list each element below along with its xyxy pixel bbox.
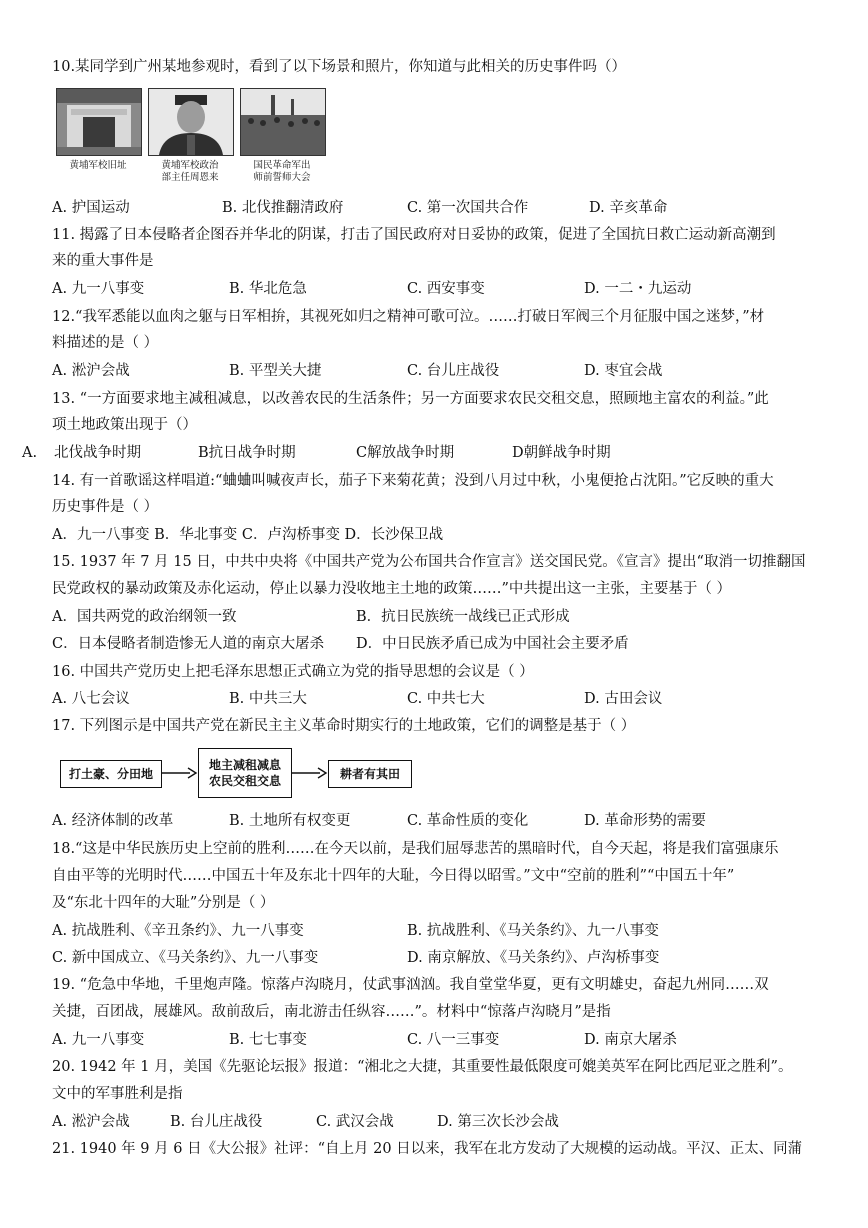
option-d[interactable]: D. 一二・九运动 (584, 281, 692, 297)
option-b[interactable]: B. 中共三大 (229, 691, 307, 707)
option-c[interactable]: C解放战争时期 (356, 445, 455, 461)
q19-options (52, 1031, 822, 1049)
option-d[interactable]: D. 革命形势的需要 (584, 813, 706, 829)
q13-options (22, 444, 822, 462)
q15-options-row2 (52, 635, 822, 653)
q18-options-row1 (52, 922, 822, 940)
policy-box-1: 打土豪、分田地 (60, 760, 162, 788)
option-a[interactable]: A. 护国运动 (52, 200, 130, 216)
option-a-marker: A. (22, 445, 38, 461)
q15-stem-line2: 民党政权的暴动政策及赤化运动，停止以暴力没收地主土地的政策……”中共提出这一主张，主要基于（ ） (52, 581, 732, 597)
q21-stem-line1: 21. 1940 年 9 月 6 日《大公报》社评：“自上月 20 日以来，我军在北方发动了大规模的运动战。平汉、正太、同蒲 (52, 1141, 803, 1157)
q20-options (52, 1113, 822, 1131)
q18-stem-line3: 及“东北十四年的大耻”分别是（ ） (52, 895, 275, 911)
option-c[interactable]: C. 武汉会战 (316, 1114, 394, 1130)
option-a[interactable]: A．国共两党的政治纲领一致 (52, 609, 237, 625)
policy-box-3: 耕者有其田 (328, 760, 412, 788)
option-c[interactable]: C. 台儿庄战役 (407, 363, 500, 379)
q17-options (52, 812, 822, 830)
q12-stem-line1: 12.“我军悉能以血肉之躯与日军相拚，其视死如归之精神可歌可泣。……打破日军阀三个月征服中国之迷梦，”材 (52, 309, 765, 325)
photo-caption-3: 国民革命军出 师前誓师大会 (253, 160, 311, 183)
q19-stem-line2: 关捷，百团战，展雄风。敌前敌后，南北游击任纵容……”。材料中“惊落卢沟晓月”是指 (52, 1004, 611, 1020)
q14-options[interactable]: A．九一八事变 B．华北事变 C．卢沟桥事变 D．长沙保卫战 (52, 527, 444, 543)
option-d[interactable]: D. 南京解放、《马关条约》、卢沟桥事变 (407, 950, 660, 966)
q18-stem-line1: 18.“这是中华民族历史上空前的胜利……在今天以前，是我们屈辱悲苦的黑暗时代，自今天起，将是我们富强康乐 (52, 841, 779, 857)
q12-options (52, 362, 822, 380)
rally-photo (240, 88, 326, 156)
q18-stem-line2: 自由平等的光明时代……中国五十年及东北十四年的大耻，今日得以昭雪。”文中“空前的胜利”“中国五十年” (52, 868, 735, 884)
q20-stem-line1: 20. 1942 年 1 月，美国《先驱论坛报》报道：“湘北之大捷，其重要性最低限度可媲美英军在阿比西尼亚之胜利”。 (52, 1059, 793, 1075)
option-b[interactable]: B抗日战争时期 (198, 445, 296, 461)
q14-stem-line2: 历史事件是（ ） (52, 499, 159, 515)
q10-photos (56, 88, 326, 188)
option-c[interactable]: C. 八一三事变 (407, 1032, 500, 1048)
option-d[interactable]: D朝鲜战争时期 (512, 445, 611, 461)
q12-stem-line2: 料描述的是（ ） (52, 335, 159, 351)
huangpu-gate-photo (56, 88, 142, 156)
option-d[interactable]: D. 第三次长沙会战 (437, 1114, 559, 1130)
q15-options-row1 (52, 608, 822, 626)
q10-stem: 10.某同学到广州某地参观时，看到了以下场景和照片，你知道与此相关的历史事件吗（） (52, 59, 627, 75)
option-c[interactable]: C．日本侵略者制造惨无人道的南京大屠杀 (52, 636, 325, 652)
q16-options (52, 690, 822, 708)
q19-stem-line1: 19. “危急中华地，千里炮声隆。惊落卢沟晓月，仗武事汹汹。我自堂堂华夏，更有文明雄史，奋起九州同……双 (52, 977, 769, 993)
option-c[interactable]: C. 中共七大 (407, 691, 485, 707)
option-a[interactable]: A. 抗战胜利、《辛丑条约》、九一八事变 (52, 923, 304, 939)
option-b[interactable]: B. 台儿庄战役 (170, 1114, 263, 1130)
q13-stem-line1: 13. “一方面要求地主减租减息，以改善农民的生活条件；另一方面要求农民交租交息，照顾地主富农的利益。”此 (52, 391, 769, 407)
photo-caption-1: 黄埔军校旧址 (69, 160, 127, 171)
q16-stem: 16. 中国共产党历史上把毛泽东思想正式确立为党的指导思想的会议是（ ） (52, 664, 534, 680)
option-b[interactable]: B. 七七事变 (229, 1032, 307, 1048)
option-c[interactable]: C. 革命性质的变化 (407, 813, 529, 829)
arrow-icon (292, 766, 328, 780)
option-d[interactable]: D．中日民族矛盾已成为中国社会主要矛盾 (356, 636, 629, 652)
option-b[interactable]: B．抗日民族统一战线已正式形成 (356, 609, 570, 625)
option-d[interactable]: D. 古田会议 (584, 691, 663, 707)
option-a[interactable]: A. 九一八事变 (52, 1032, 145, 1048)
land-policy-diagram (60, 748, 420, 802)
q14-stem-line1: 14. 有一首歌谣这样唱道:“蛐蛐叫喊夜声长，茄子下来菊花黄；没到八月过中秋，小鬼便抢占沈阳。”它反映的重大 (52, 473, 774, 489)
option-a[interactable]: A. 九一八事变 (52, 281, 145, 297)
q13-stem-line2: 项土地政策出现于（） (52, 417, 197, 433)
q17-stem: 17. 下列图示是中国共产党在新民主主义革命时期实行的土地政策，它们的调整是基于（ ） (52, 718, 636, 734)
option-a[interactable]: 北伐战争时期 (54, 445, 141, 461)
q15-stem-line1: 15. 1937 年 7 月 15 日，中共中央将《中国共产党为公布国共合作宣言》送交国民党。《宣言》提出“取消一切推翻国 (52, 554, 806, 570)
q20-stem-line2: 文中的军事胜利是指 (52, 1086, 183, 1102)
option-b[interactable]: B. 北伐推翻清政府 (222, 200, 344, 216)
arrow-icon (162, 766, 198, 780)
q10-options (52, 199, 822, 217)
option-a[interactable]: A. 淞沪会战 (52, 363, 130, 379)
option-b[interactable]: B. 平型关大捷 (229, 363, 322, 379)
option-a[interactable]: A. 八七会议 (52, 691, 130, 707)
option-c[interactable]: C. 西安事变 (407, 281, 485, 297)
q11-stem-line2: 来的重大事件是 (52, 253, 154, 269)
q11-options (52, 280, 822, 298)
option-a[interactable]: A. 淞沪会战 (52, 1114, 130, 1130)
photo-caption-2: 黄埔军校政治 部主任周恩来 (161, 160, 219, 183)
q18-options-row2 (52, 949, 822, 967)
option-d[interactable]: D. 枣宜会战 (584, 363, 663, 379)
option-a[interactable]: A. 经济体制的改革 (52, 813, 174, 829)
q11-stem-line1: 11. 揭露了日本侵略者企图吞并华北的阴谋，打击了国民政府对日妥协的政策，促进了全国抗日救亡运动新高潮到 (52, 227, 776, 243)
option-b[interactable]: B. 华北危急 (229, 281, 307, 297)
option-d[interactable]: D. 辛亥革命 (589, 200, 668, 216)
option-b[interactable]: B. 土地所有权变更 (229, 813, 351, 829)
option-c[interactable]: C. 新中国成立、《马关条约》、九一八事变 (52, 950, 319, 966)
option-c[interactable]: C. 第一次国共合作 (407, 200, 529, 216)
portrait-photo (148, 88, 234, 156)
option-d[interactable]: D. 南京大屠杀 (584, 1032, 677, 1048)
option-b[interactable]: B. 抗战胜利、《马关条约》、九一八事变 (407, 923, 659, 939)
policy-box-2: 地主减租减息 农民交租交息 (198, 748, 292, 798)
